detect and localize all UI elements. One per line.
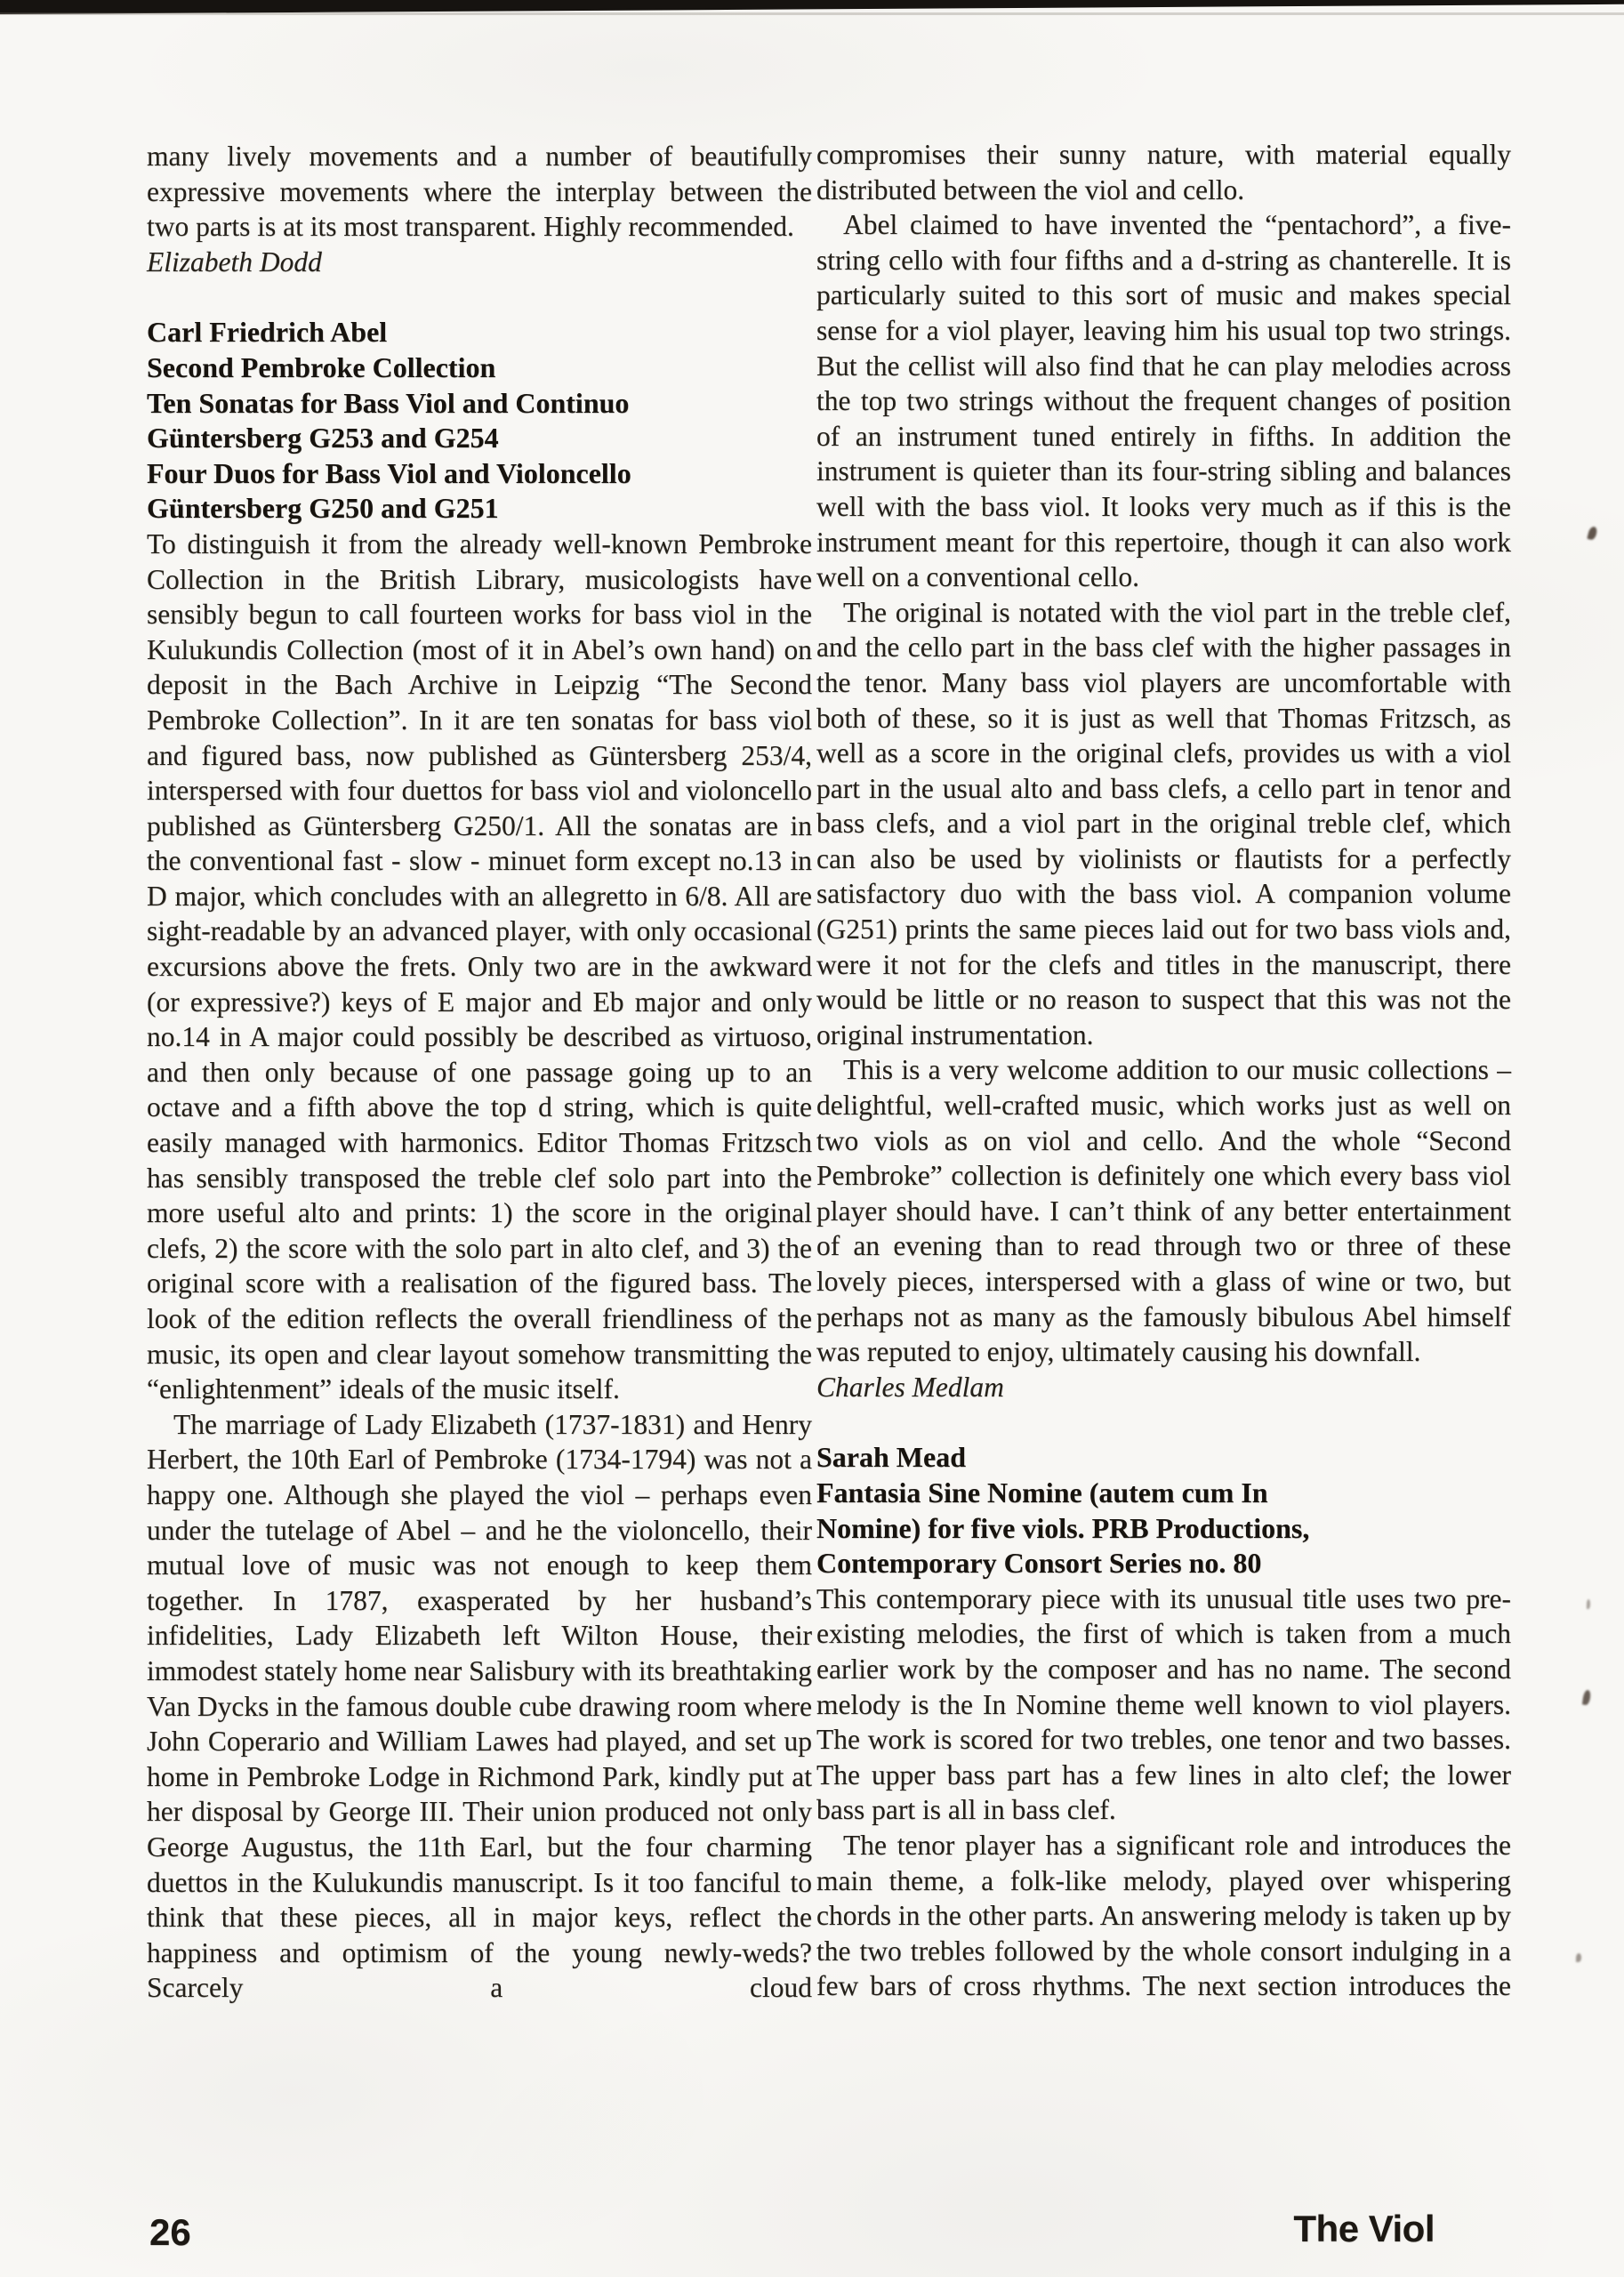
ink-speck [1582,1690,1591,1706]
reviewer-signature: Charles Medlam [816,1371,1004,1403]
heading-composer: Carl Friedrich Abel [147,316,388,349]
review-paragraph: Abel claimed to have invented the “pentachord”, a five-string cello with four fifths and a d-string as chanterelle. It is particularly suited to this sort of music and makes special sense for a viol player, leaving him his usual top two strings. But the cellist will also find that he can play melodies across the top two strings without the frequent changes of position of an instrument tuned entirely in fifths. In addition the instrument is quieter than its four-string sibling and balances well with the bass viol. It looks very much as if this is the instrument meant for this repertoire, though it can also work well on a conventional cello. [816,209,1511,593]
heading-work-line-2: Nomine) for five viols. PRB Productions, [816,1511,1310,1544]
heading-catalogue-1: Güntersberg G253 and G254 [147,422,499,455]
heading-catalogue-2: Güntersberg G250 and G251 [147,492,499,525]
journal-title: The Viol [1293,2208,1435,2249]
scan-top-shadow [0,12,1624,15]
heading-collection: Second Pembroke Collection [147,350,496,383]
review-text-continuation: compromises their sunny nature, with material equally distributed between the viol and cello. [816,139,1511,205]
review-paragraph: The tenor player has a significant role and introduces the main theme, a folk-like melody, played over whispering chords in the other parts. An answering melody is taken up by the two trebles followed by the whole consort indulging in a few bars of cross rhythms. The next section introduces the [816,1829,1511,2002]
review-paragraph: The marriage of Lady Elizabeth (1737-1831) and Henry Herbert, the 10th Earl of Pembroke (1734-1794) was not a happy one. Although she played the viol – perhaps even under the tutelage of Abel – and he the violoncello, their mutual love of music was not enough to keep them together. In 1787, exasperated by her husband’s infidelities, Lady Elizabeth left Wilton House, their immodest stately home near Salisbury with its breathtaking Van Dycks in the famous double cube drawing room where John Coperario and William Lawes had played, and set up home in Pembroke Lodge in Richmond Park, kindly put at her disposal by George III. Their union produced not only George Augustus, the 11th Earl, but the four charming duettos in the Kulukundis manuscript. Is it too fanciful to think that these pieces, all in major keys, reflect the happiness and optimism of the young newly-weds? Scarcely a cloud [147,1408,812,2004]
ink-speck [1576,1953,1581,1962]
review-paragraph: This is a very welcome addition to our music collections – delightful, well-crafted music, which works just as well on two viols as on viol and cello. And the whole “Second Pembroke” collection is definitely one which every bass viol player should have. I can’t think of any better entertainment of an evening than to read through two or three of these lovely pieces, interspersed with a glass of wine or two, but perhaps not as many as the famously bibulous Abel himself was reputed to enjoy, ultimately causing his downfall. [816,1054,1511,1368]
page-number: 26 [149,2211,191,2253]
review-paragraph: This contemporary piece with its unusual title uses two pre-existing melodies, the first of which is taken from a much earlier work by the composer and has no name. The second melody is the In Nomine theme well known to viol players. The work is scored for two trebles, one tenor and two basses. The upper bass part has a few lines in alto clef; the lower bass part is all in bass clef. [816,1582,1511,1826]
heading-work-line-1: Fantasia Sine Nomine (autem cum In [816,1476,1268,1509]
review-heading-mead [816,1440,1511,1581]
heading-series: Contemporary Consort Series no. 80 [816,1547,1262,1580]
reviewer-signature: Elizabeth Dodd [147,245,322,278]
heading-work-2: Four Duos for Bass Viol and Violoncello [147,456,631,489]
ink-speck [1587,1599,1590,1609]
review-heading-abel [147,315,812,527]
ink-speck [1587,526,1597,541]
review-text-continuation: many lively movements and a number of beautifully expressive movements where the interplay between the two parts is at its most transparent. Highly recommended. [147,141,812,243]
review-paragraph: To distinguish it from the already well-known Pembroke Collection in the British Library, musicologists have sensibly begun to call fourteen works for bass viol in the Kulukundis Collection (most of it in Abel’s own hand) on deposit in the Bach Archive in Leipzig “The Second Pembroke Collection”. In it are ten sonatas for bass viol and figured bass, now published as Güntersberg 253/4, interspersed with four duettos for bass viol and violoncello published as Güntersberg G250/1. All the sonatas are in the conventional fast - slow - minuet form except no.13 in D major, which concludes with an allegretto in 6/8. All are sight-readable by an advanced player, with only occasional excursions above the frets. Only two are in the awkward (or expressive?) keys of E major and Eb major and only no.14 in A major could possibly be described as virtuoso, and then only because of one passage going up to an octave and a fifth above the top d string, which is quite easily managed with harmonics. Editor Thomas Fritzsch has sensibly transposed the treble clef solo part into the more useful alto and prints: 1) the score in the original clefs, 2) the score with the solo part in alto clef, and 3) the original score with a realisation of the figured bass. The look of the edition reflects the overall friendliness of the music, its open and clear layout somehow transmitting the “enlightenment” ideals of the music itself. [147,527,812,1405]
review-paragraph: The original is notated with the viol part in the treble clef, and the cello part in the bass clef with the higher passages in the tenor. Many bass viol players are uncomfortable with both of these, so it is just as well that Thomas Fritzsch, as well as a score in the original clefs, provides us with a viol part in the usual alto and bass clefs, a cello part in tenor and bass clefs, and a viol part in the original treble clef, which can also be used by violinists or flautists for a perfectly satisfactory duo with the bass viol. A companion volume (G251) prints the same pieces laid out for two bass viols and, were it not for the clefs and titles in the manuscript, there would be little or no reason to suspect that this was not the original instrumentation. [816,596,1511,1050]
left-column [147,139,812,2006]
right-column [816,137,1511,2004]
heading-composer: Sarah Mead [816,1441,966,1474]
heading-work-1: Ten Sonatas for Bass Viol and Continuo [147,386,630,419]
